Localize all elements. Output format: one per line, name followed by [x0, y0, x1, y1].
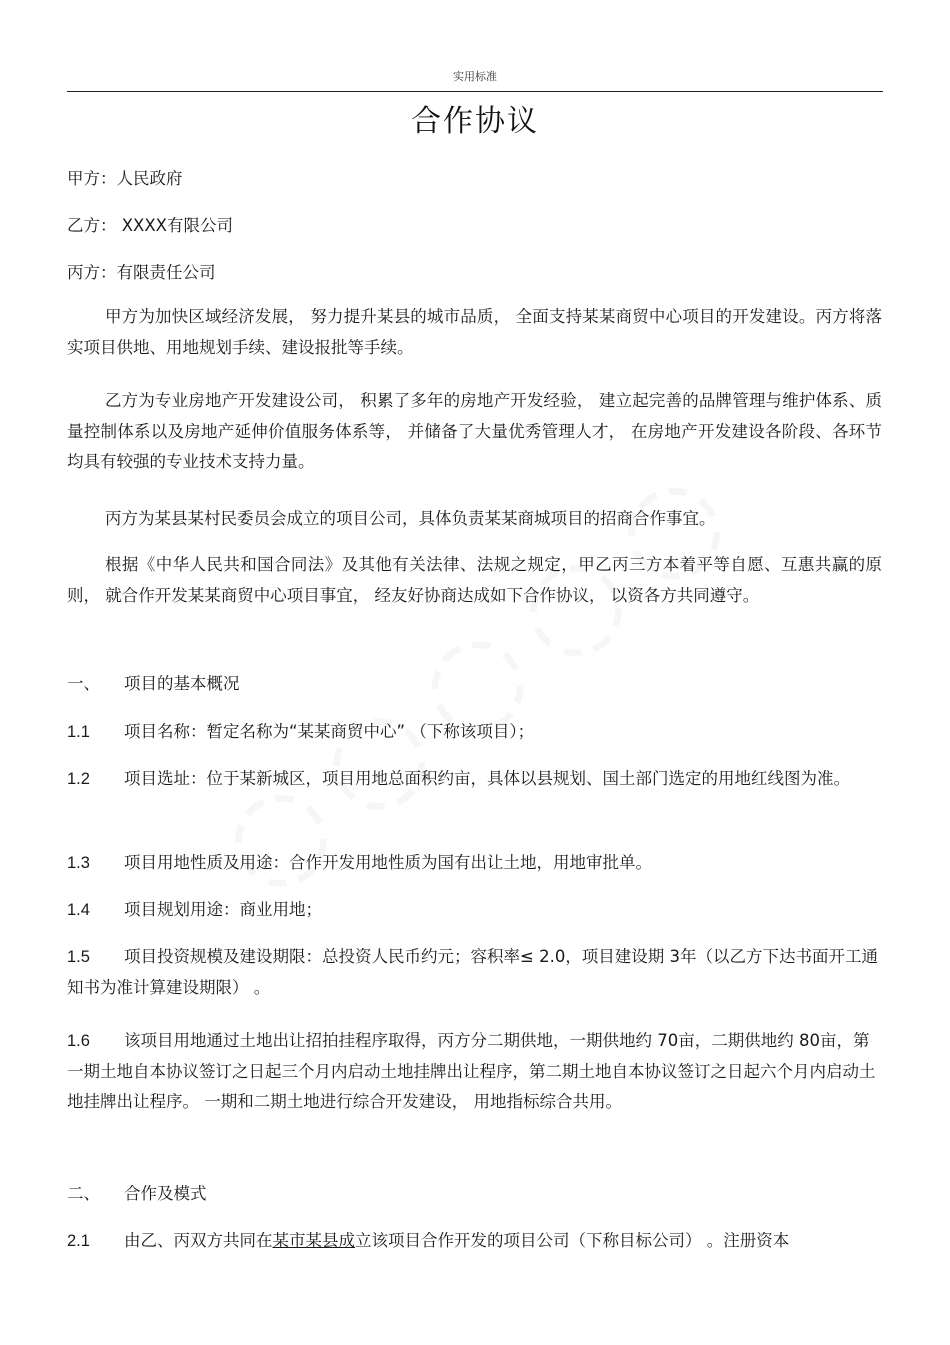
clause-text: 项目名称：暂定名称为“某某商贸中心” （下称该项目）； — [124, 722, 535, 741]
clause-2-1 — [67, 1226, 879, 1257]
clause-1-5 — [67, 942, 879, 1003]
intro-paragraph-1: 甲方为加快区域经济发展， 努力提升某县的城市品质， 全面支持某某商贸中心项目的开发建设。丙方将落实项目供地、用地规划手续、建设报批等手续。 — [67, 307, 882, 357]
section-title: 项目的基本概况 — [124, 674, 240, 693]
section-heading-1 — [67, 669, 879, 700]
clause-1-4 — [67, 895, 879, 926]
clause-1-6 — [67, 1026, 879, 1118]
clause-text: 项目选址：位于某新城区，项目用地总面积约亩，具体以县规划、国土部门选定的用地红线图为准。 — [124, 769, 850, 788]
clause-number: 1.4 — [67, 901, 90, 919]
section-number: 一、 — [67, 674, 100, 693]
section-number: 二、 — [67, 1184, 100, 1203]
clause-text: 项目规划用途：商业用地； — [124, 900, 322, 919]
clause-number: 2.1 — [67, 1232, 90, 1250]
clause-number: 1.5 — [67, 948, 90, 966]
clause-text-before: 由乙、丙双方共同在 — [124, 1231, 273, 1250]
document-title: 合作协议 — [411, 104, 539, 139]
header-divider — [67, 91, 883, 92]
intro-paragraph-3: 丙方为某县某村民委员会成立的项目公司，具体负责某某商城项目的招商合作事宜。 — [105, 509, 716, 528]
party-b: 乙方： XXXX有限公司 — [67, 216, 233, 235]
clause-1-1 — [67, 717, 879, 748]
clause-number: 1.3 — [67, 854, 90, 872]
intro-paragraph-2: 乙方为专业房地产开发建设公司， 积累了多年的房地产开发经验， 建立起完善的品牌管理与维护体系、质量控制体系以及房地产延伸价值服务体系等， 并储备了大量优秀管理人才， 在房地产开发建设各阶段、各环节均具有较强的专业技术支持力量。 — [67, 391, 882, 471]
clause-number: 1.2 — [67, 770, 90, 788]
page-header: 实用标准 — [453, 70, 497, 83]
section-heading-2 — [67, 1179, 879, 1210]
clause-1-3 — [67, 848, 879, 879]
clause-text: 项目投资规模及建设期限：总投资人民币约元；容积率≤ 2.0，项目建设期 3年（以乙方下达书面开工通知书为准计算建设期限） 。 — [67, 947, 879, 997]
clause-1-2 — [67, 764, 879, 795]
clause-number: 1.6 — [67, 1032, 90, 1050]
clause-text: 项目用地性质及用途：合作开发用地性质为国有出让土地，用地审批单。 — [124, 853, 652, 872]
clause-number: 1.1 — [67, 723, 90, 741]
party-a: 甲方：人民政府 — [67, 169, 183, 188]
party-c: 丙方：有限责任公司 — [67, 263, 216, 282]
clause-text-after: 立该项目合作开发的项目公司（下称目标公司） 。注册资本 — [355, 1231, 790, 1250]
clause-text: 该项目用地通过土地出让招拍挂程序取得，丙方分二期供地，一期供地约 70亩，二期供地约 80亩，第一期土地自本协议签订之日起三个月内启动土地挂牌出让程序，第二期土地自本协议签订之日起六个月内启动土地挂牌出让程序。 一期和二期土地进行综合开发建设， 用地指标综合共用。 — [67, 1031, 876, 1111]
intro-paragraph-4: 根据《中华人民共和国合同法》及其他有关法律、法规之规定，甲乙丙三方本着平等自愿、互惠共赢的原则， 就合作开发某某商贸中心项目事宜， 经友好协商达成如下合作协议， 以资各方共同遵守。 — [67, 555, 882, 605]
clause-text-underlined: 某市某县成 — [272, 1231, 355, 1250]
section-title: 合作及模式 — [124, 1184, 207, 1203]
